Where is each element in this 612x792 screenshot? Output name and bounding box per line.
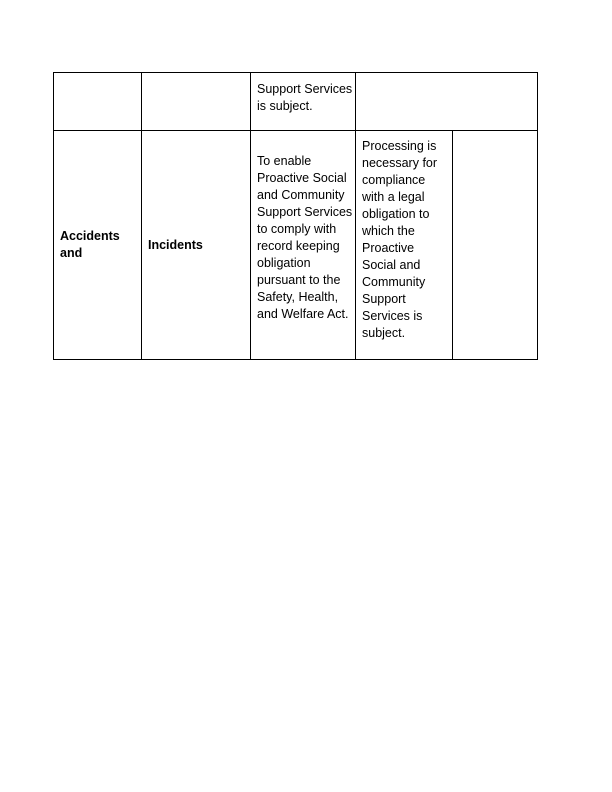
- category-cell: [54, 73, 142, 131]
- category-line: and: [60, 246, 83, 260]
- purpose-line: Safety, Health,: [257, 290, 339, 304]
- category-cell: [54, 131, 142, 360]
- category-text: [54, 228, 141, 262]
- data-processing-table: [53, 72, 538, 360]
- purpose-line: record keeping: [257, 239, 340, 253]
- basis-line: obligation to: [362, 207, 430, 221]
- purpose-line: pursuant to the: [257, 273, 341, 287]
- purpose-line: Support Services: [257, 82, 353, 96]
- table-row: [54, 73, 538, 131]
- basis-line: Community: [362, 275, 426, 289]
- basis-line: compliance: [362, 173, 426, 187]
- purpose-text: [251, 73, 355, 115]
- purpose-text: [251, 131, 355, 323]
- purpose-line: is subject.: [257, 99, 313, 113]
- purpose-line: Support Services: [257, 205, 353, 219]
- basis-cell: [356, 131, 453, 360]
- basis-text: [356, 131, 452, 342]
- purpose-line: to comply with: [257, 222, 337, 236]
- category-line: Accidents: [60, 229, 120, 243]
- basis-line: Services is: [362, 309, 423, 323]
- basis-line: subject.: [362, 326, 406, 340]
- subcategory-cell: [142, 131, 251, 360]
- basis-line: necessary for: [362, 156, 438, 170]
- purpose-line: obligation: [257, 256, 311, 270]
- purpose-line: and Community: [257, 188, 345, 202]
- basis-line: which the: [362, 224, 415, 238]
- purpose-cell: [251, 131, 356, 360]
- purpose-cell: [251, 73, 356, 131]
- purpose-line: To enable: [257, 154, 312, 168]
- basis-line: Processing is: [362, 139, 437, 153]
- basis-line: Social and: [362, 258, 421, 272]
- extra-cell: [453, 131, 538, 360]
- purpose-line: and Welfare Act.: [257, 307, 349, 321]
- subcategory-text: Incidents: [148, 237, 203, 252]
- basis-line: with a legal: [362, 190, 425, 204]
- basis-cell: [356, 73, 538, 131]
- table-row: [54, 131, 538, 360]
- subcategory-cell: [142, 73, 251, 131]
- purpose-line: Proactive Social: [257, 171, 347, 185]
- basis-line: Support: [362, 292, 406, 306]
- basis-line: Proactive: [362, 241, 415, 255]
